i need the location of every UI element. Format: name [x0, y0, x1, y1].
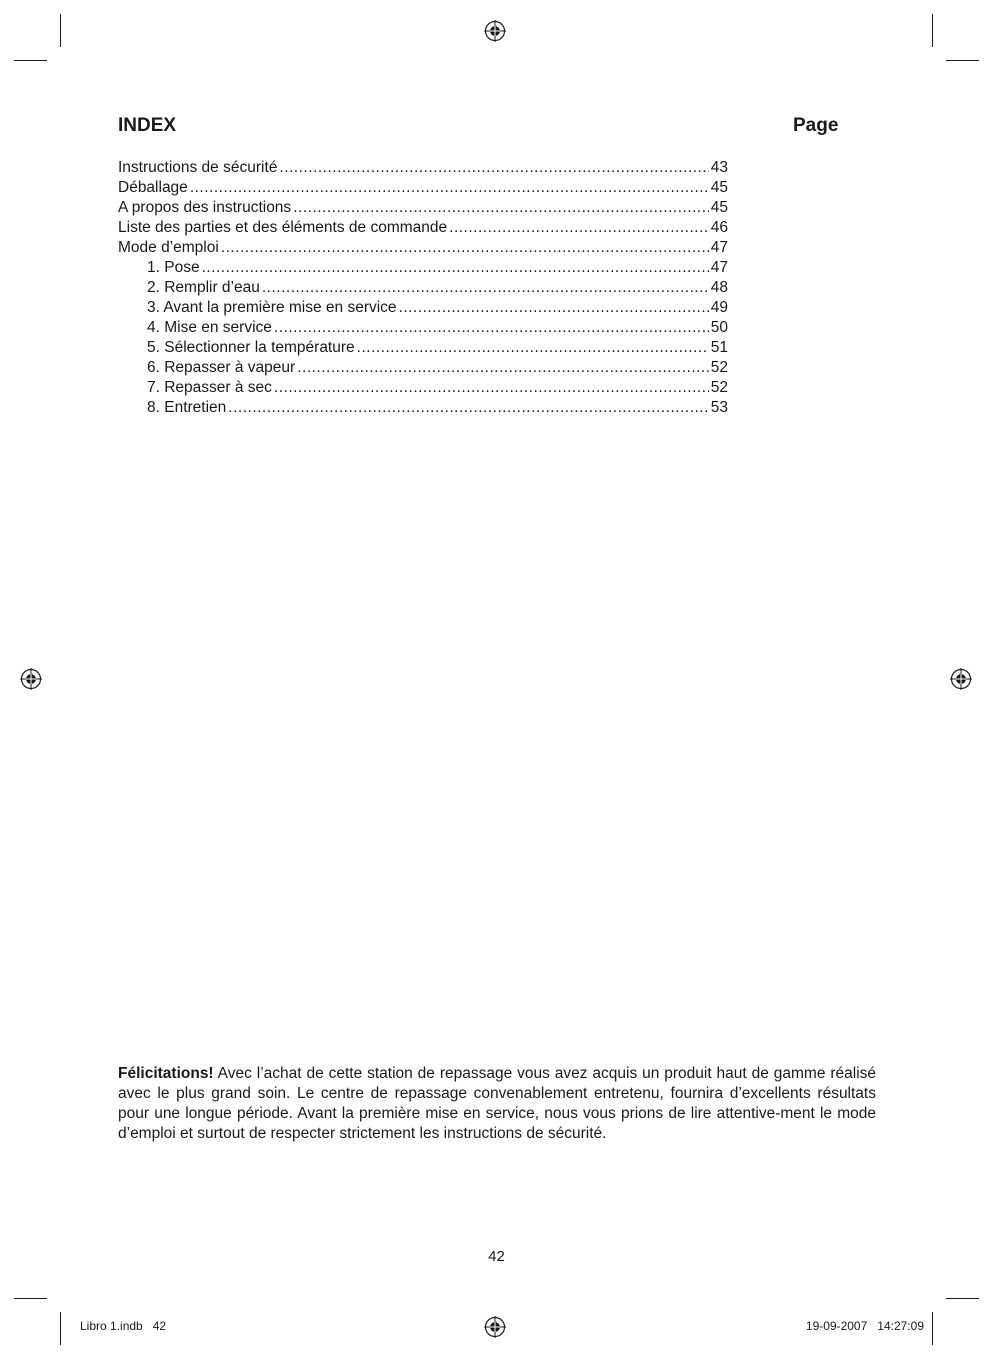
toc-entry-title: Instructions de sécurité: [118, 159, 278, 176]
crop-mark: [932, 14, 933, 47]
toc-entry-page: 48: [710, 279, 728, 296]
toc-subentry[interactable]: [118, 278, 728, 298]
toc-entry-page: 52: [710, 379, 728, 396]
toc-entry-page: 43: [710, 159, 728, 176]
crop-mark: [946, 60, 979, 61]
table-of-contents: [118, 158, 728, 418]
toc-entry-title: 6. Repasser à vapeur: [147, 359, 296, 376]
dot-leader: [274, 318, 709, 338]
toc-subentry[interactable]: [118, 358, 728, 378]
toc-entry-title: 7. Repasser à sec: [147, 379, 272, 396]
registration-mark-icon: [484, 20, 506, 42]
registration-mark-icon: [20, 668, 42, 690]
toc-entry[interactable]: [118, 178, 728, 198]
dot-leader: [449, 218, 709, 238]
toc-subentry[interactable]: [118, 318, 728, 338]
file-slug: Libro 1.indb 42: [80, 1319, 167, 1333]
toc-entry-page: 47: [710, 259, 728, 276]
toc-entry-title: 1. Pose: [147, 259, 200, 276]
dot-leader: [293, 198, 709, 218]
toc-entry-page: 50: [710, 319, 728, 336]
toc-entry[interactable]: [118, 238, 728, 258]
toc-entry-title: Mode d’emploi: [118, 239, 219, 256]
index-heading: INDEX: [118, 115, 177, 136]
toc-entry-page: 49: [710, 299, 728, 316]
toc-entry-title: Liste des parties et des éléments de commande: [118, 219, 448, 236]
dot-leader: [228, 398, 708, 418]
crop-mark: [946, 1298, 979, 1299]
dot-leader: [399, 298, 709, 318]
toc-subentry[interactable]: [118, 338, 728, 358]
page-column-heading: Page: [793, 115, 839, 136]
crop-mark: [60, 14, 61, 47]
dot-leader: [202, 258, 709, 278]
intro-paragraph: [118, 1064, 876, 1144]
toc-entry-page: 46: [710, 219, 728, 236]
dot-leader: [221, 238, 709, 258]
toc-subentry[interactable]: [118, 398, 728, 418]
toc-entry-page: 47: [710, 239, 728, 256]
toc-entry-title: 8. Entretien: [147, 399, 227, 416]
toc-entry[interactable]: [118, 198, 728, 218]
registration-mark-icon: [484, 1316, 506, 1338]
crop-mark: [14, 60, 47, 61]
dot-leader: [190, 178, 709, 198]
date-slug: 19-09-2007 14:27:09: [805, 1319, 924, 1333]
toc-entry-title: 3. Avant la première mise en service: [147, 299, 397, 316]
toc-entry-title: 2. Remplir d’eau: [147, 279, 260, 296]
toc-entry-page: 45: [710, 199, 728, 216]
intro-lead: Félicitations!: [118, 1065, 214, 1082]
toc-entry-page: 52: [710, 359, 728, 376]
page-number: 42: [488, 1248, 505, 1265]
toc-entry-title: 5. Sélectionner la température: [147, 339, 355, 356]
crop-mark: [932, 1312, 933, 1345]
dot-leader: [262, 278, 709, 298]
dot-leader: [274, 378, 709, 398]
toc-entry-title: Déballage: [118, 179, 188, 196]
toc-entry[interactable]: [118, 158, 728, 178]
dot-leader: [279, 158, 708, 178]
toc-entry-page: 51: [710, 339, 728, 356]
toc-subentry[interactable]: [118, 258, 728, 278]
dot-leader: [297, 358, 709, 378]
intro-text: Avec l’achat de cette station de repassage vous avez acquis un produit haut de gamme réalisé avec le plus grand soin. Le centre de repassage convenablement entretenu, fournira d’excellents résultats pour une longue période. Avant la première mise en service, nous vous prions de lire attentive-ment le mode d’emploi et surtout de respecter strictement les instructions de sécurité.: [118, 1065, 877, 1142]
crop-mark: [60, 1312, 61, 1345]
toc-entry-page: 53: [710, 399, 728, 416]
crop-mark: [14, 1298, 47, 1299]
registration-mark-icon: [950, 668, 972, 690]
toc-subentry[interactable]: [118, 378, 728, 398]
toc-entry-page: 45: [710, 179, 728, 196]
toc-entry-title: A propos des instructions: [118, 199, 292, 216]
toc-subentry[interactable]: [118, 298, 728, 318]
dot-leader: [357, 338, 709, 358]
toc-entry[interactable]: [118, 218, 728, 238]
toc-entry-title: 4. Mise en service: [147, 319, 272, 336]
